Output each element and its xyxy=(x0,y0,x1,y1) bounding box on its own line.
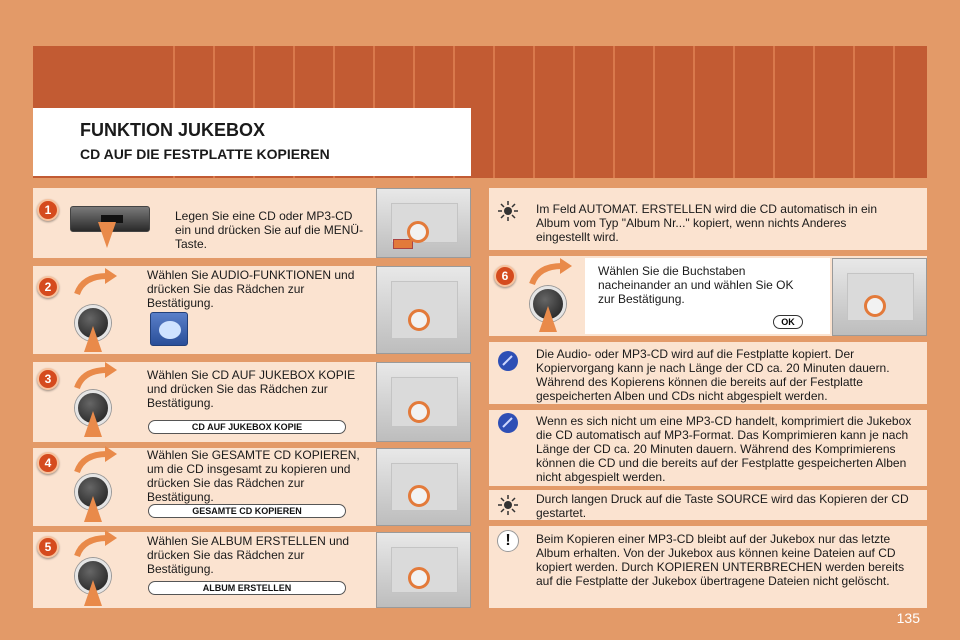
step-3-text: Wählen Sie CD AUF JUKEBOX KOPIE und drücken Sie das Rädchen zur Bestätigung. xyxy=(147,368,356,410)
step-number-badge: 3 xyxy=(37,368,59,390)
title-box xyxy=(33,108,471,176)
ok-button-pill: OK xyxy=(773,315,803,329)
rotate-arrow-icon xyxy=(528,258,572,288)
menu-option-pill: CD AUF JUKEBOX KOPIE xyxy=(148,420,346,434)
step-4-text: Wählen Sie GESAMTE CD KOPIEREN, um die CD insgesamt zu kopieren und drücken Sie das Rädchen zur Bestätigung. xyxy=(147,448,360,504)
press-arrow-icon xyxy=(84,580,102,606)
step-number-badge: 6 xyxy=(494,265,516,287)
info-compress-text: Wenn es sich nicht um eine MP3-CD handelt, komprimiert die Jukebox die CD automatisch auf MP3-Format. Das Komprimieren kann je nach Länge der CD ca. 20 Minuten dauern. Während des Komprimierens können die CD und die bereits auf der Festplatte gespeicherten Alben nicht abgespielt werden. xyxy=(536,414,912,484)
page-number: 135 xyxy=(896,610,920,626)
rotate-arrow-icon xyxy=(73,362,117,392)
step-6-text: Wählen Sie die Buchstaben nacheinander an und wählen Sie OK zur Bestätigung. xyxy=(598,264,794,306)
info-icon xyxy=(497,350,519,372)
rotate-arrow-icon xyxy=(73,446,117,476)
step-number-badge: 2 xyxy=(37,276,59,298)
radio-panel-image xyxy=(376,188,471,258)
menu-option-pill: ALBUM ERSTELLEN xyxy=(148,581,346,595)
rotate-arrow-icon xyxy=(73,268,117,298)
step-number-badge: 5 xyxy=(37,536,59,558)
radio-panel-image xyxy=(376,448,471,526)
press-arrow-icon xyxy=(84,496,102,522)
radio-panel-image xyxy=(376,362,471,442)
page-title: FUNKTION JUKEBOX xyxy=(80,120,266,140)
audio-functions-icon xyxy=(150,312,188,346)
step-number-badge: 4 xyxy=(37,452,59,474)
tip-source-text: Durch langen Druck auf die Taste SOURCE wird das Kopieren der CD gestartet. xyxy=(536,492,909,520)
step-5-text: Wählen Sie ALBUM ERSTELLEN und drücken Sie das Rädchen zur Bestätigung. xyxy=(147,534,350,576)
radio-panel-image xyxy=(376,266,471,354)
rotate-arrow-icon xyxy=(73,530,117,560)
info-copying-text: Die Audio- oder MP3-CD wird auf die Festplatte kopiert. Der Kopiervorgang kann je nach Länge der CD ca. 20 Minuten dauern. Während des Kopierens können die bereits auf der Festplatte gespeicherten Alben und CDs nicht abgespielt werden. xyxy=(536,347,890,403)
arrow-up-icon xyxy=(98,222,116,248)
sun-tip-icon xyxy=(497,200,519,222)
menu-option-pill: GESAMTE CD KOPIEREN xyxy=(148,504,346,518)
tip-auto-create-text: Im Feld AUTOMAT. ERSTELLEN wird die CD automatisch in ein Album vom Typ "Album Nr..." kopiert, wenn nichts Anderes eingestellt wird. xyxy=(536,202,878,244)
sun-tip-icon xyxy=(497,494,519,516)
step-1-text: Legen Sie eine CD oder MP3-CD ein und drücken Sie auf die MENÜ-Taste. xyxy=(175,209,364,251)
radio-panel-image xyxy=(376,532,471,608)
warning-text: Beim Kopieren einer MP3-CD bleibt auf der Jukebox nur das letzte Album erhalten. Von der Jukebox aus können keine Dateien auf CD kopiert werden. Durch KOPIEREN UNTERBRECHEN werden bereits auf die Festplatte der Jukebox übertragene Dateien nicht gelöscht. xyxy=(536,532,905,588)
step-number-badge: 1 xyxy=(37,199,59,221)
page-subtitle: CD AUF DIE FESTPLATTE KOPIEREN xyxy=(80,146,330,162)
press-arrow-icon xyxy=(539,306,557,332)
info-icon xyxy=(497,412,519,434)
press-arrow-icon xyxy=(84,411,102,437)
radio-panel-image xyxy=(832,258,927,336)
menu-key-highlight xyxy=(393,239,413,249)
step-2-text: Wählen Sie AUDIO-FUNKTIONEN und drücken Sie das Rädchen zur Bestätigung. xyxy=(147,268,355,310)
press-arrow-icon xyxy=(84,326,102,352)
warning-icon: ! xyxy=(497,530,519,552)
